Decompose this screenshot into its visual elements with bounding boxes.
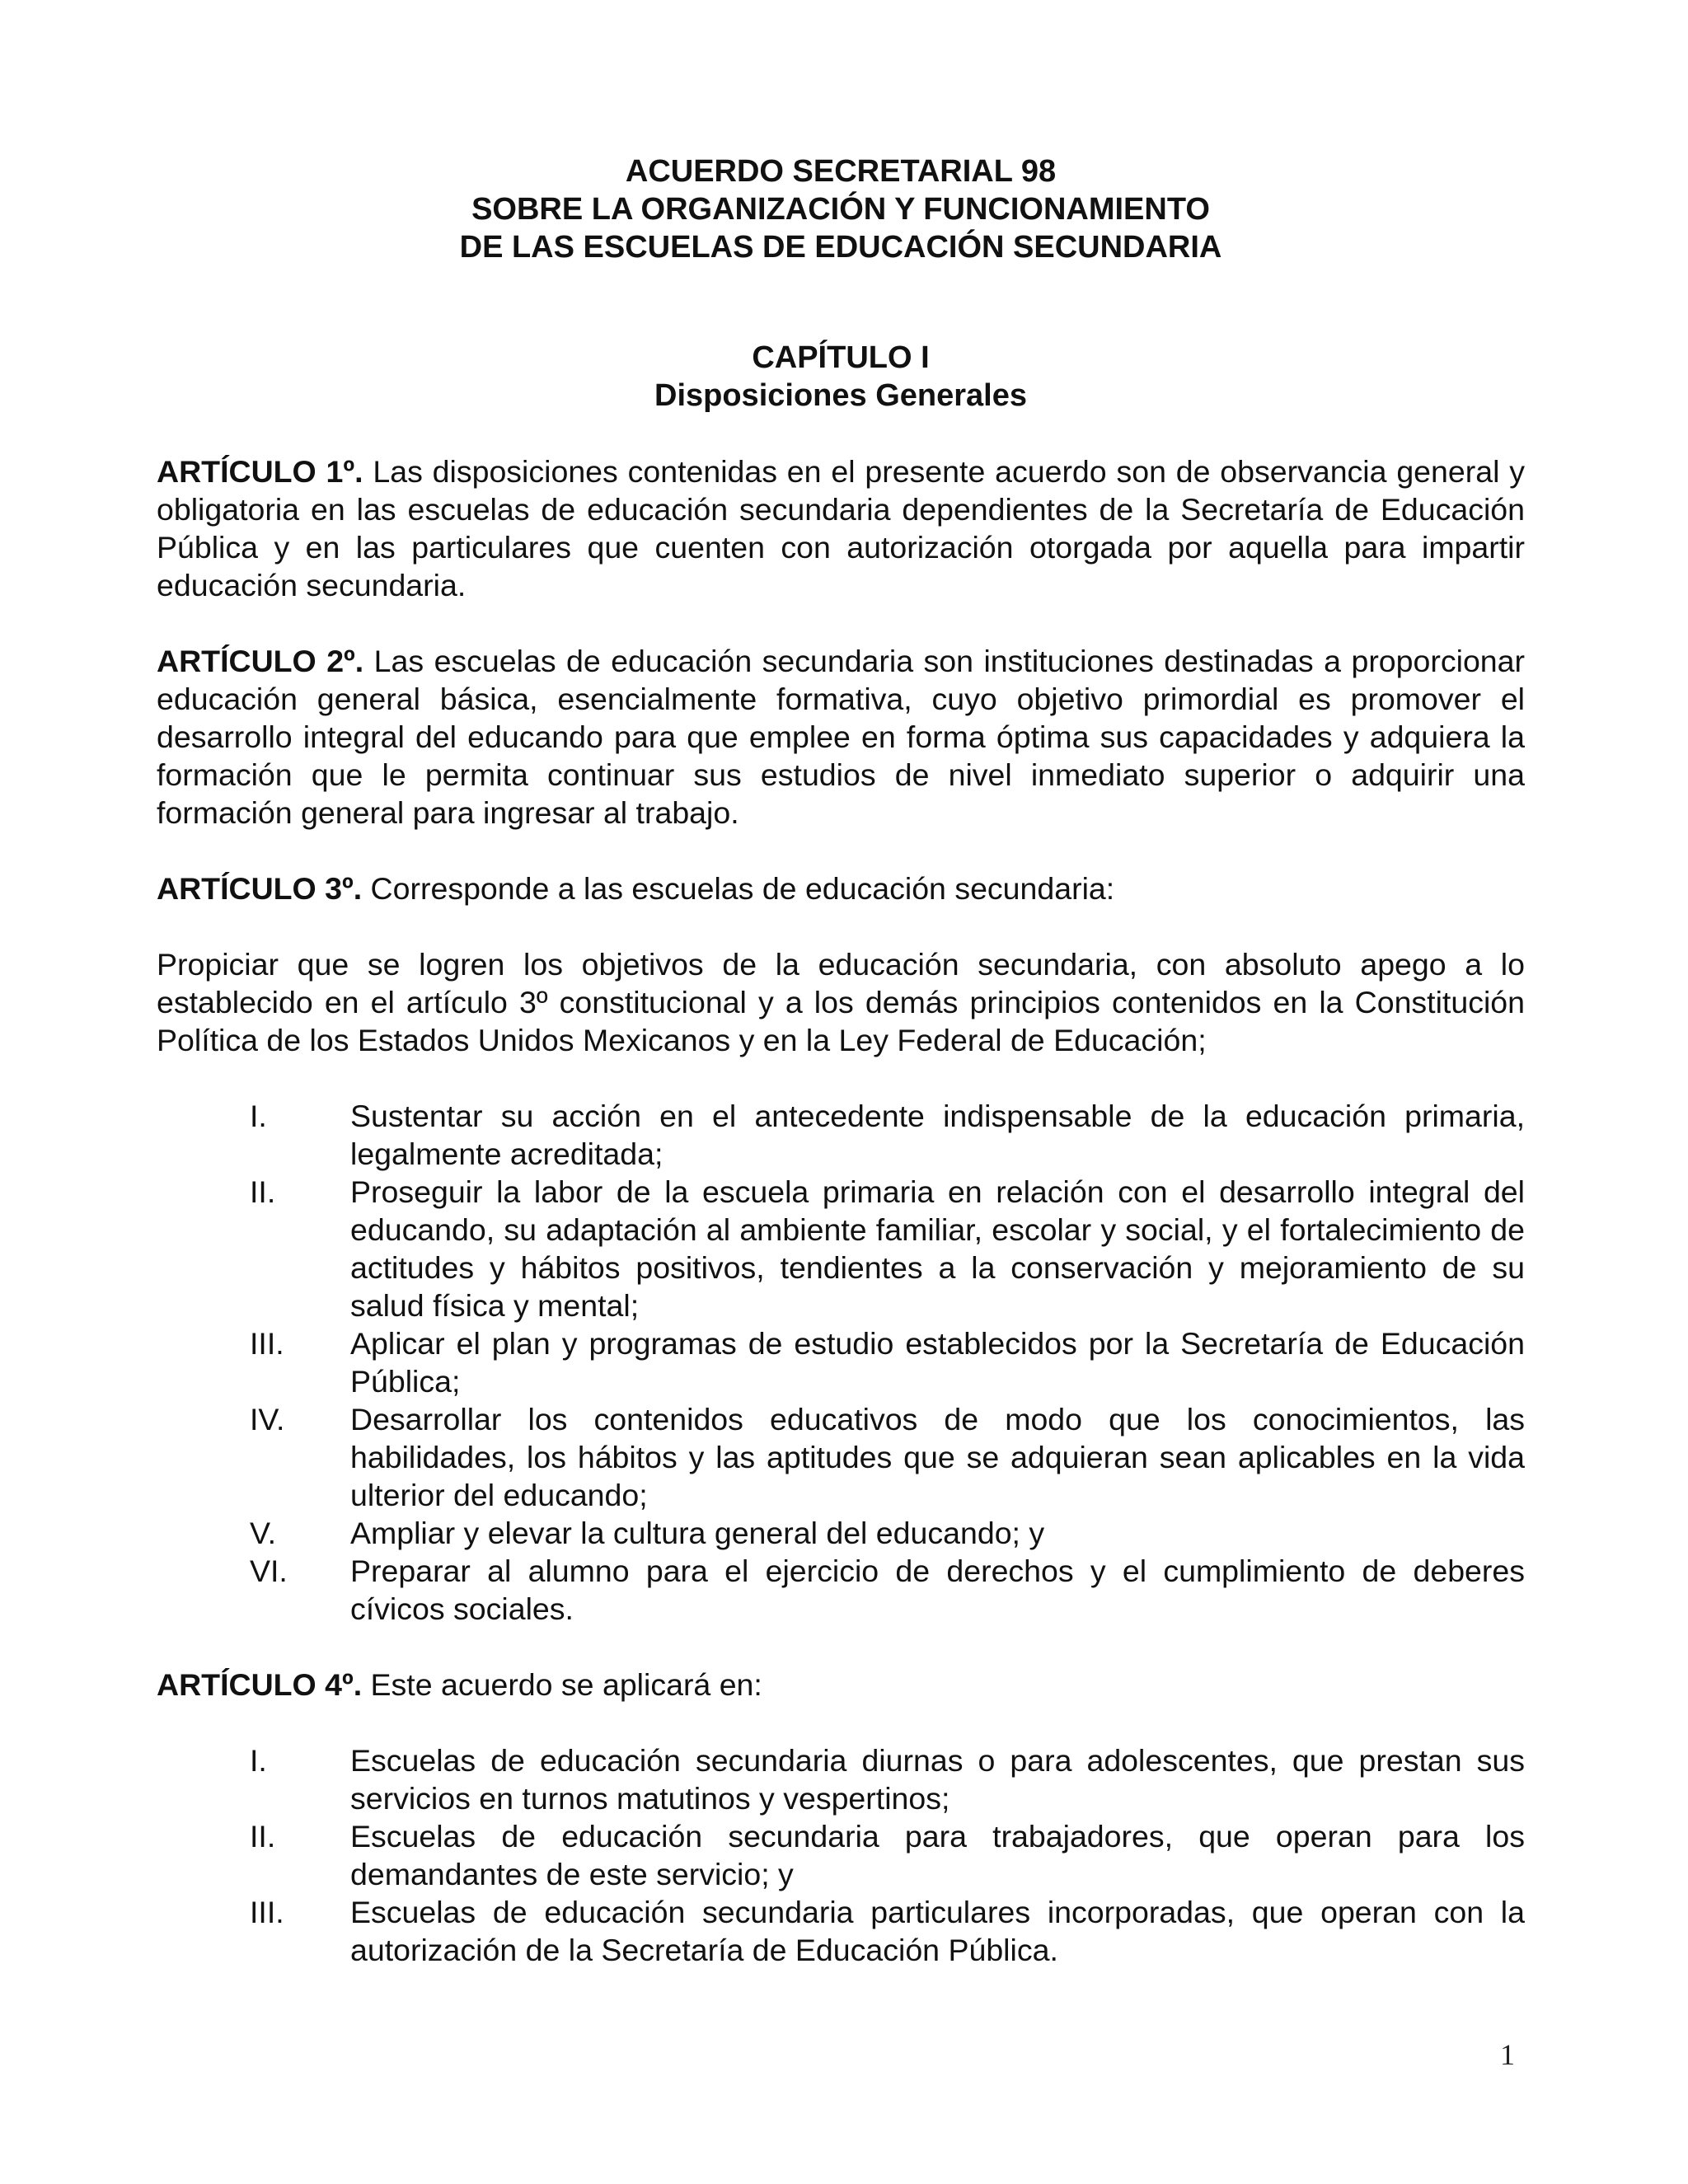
- list-item-text: Escuelas de educación secundaria particulares incorporadas, que operan con la autorización de la Secretaría de Educación Pública.: [350, 1895, 1525, 1967]
- article-3-label: ARTÍCULO 3º.: [157, 871, 363, 906]
- list-item-text: Sustentar su acción en el antecedente indispensable de la educación primaria, legalmente acreditada;: [350, 1099, 1525, 1171]
- list-item-text: Escuelas de educación secundaria diurnas o para adolescentes, que prestan sus servicios en turnos matutinos y vespertinos;: [350, 1743, 1525, 1816]
- chapter-name: Disposiciones Generales: [654, 378, 1027, 413]
- list-item-text: Desarrollar los contenidos educativos de modo que los conocimientos, las habilidades, los hábitos y las aptitudes que se adquieran sean aplicables en la vida ulterior del educando;: [350, 1402, 1525, 1512]
- document-title: [157, 152, 1525, 266]
- article-4-label: ARTÍCULO 4º.: [157, 1667, 363, 1702]
- document-page: [157, 152, 1525, 1969]
- article-1: [157, 452, 1525, 604]
- list-item-text: Escuelas de educación secundaria para trabajadores, que operan para los demandantes de este servicio; y: [350, 1819, 1525, 1891]
- title-line-1: ACUERDO SECRETARIAL 98: [625, 154, 1057, 189]
- list-item-number: III.: [250, 1895, 284, 1929]
- article-2: [157, 642, 1525, 832]
- list-item: [157, 1893, 1525, 1969]
- list-item-number: I.: [250, 1099, 267, 1133]
- list-item: [157, 1400, 1525, 1514]
- article-1-text: Las disposiciones contenidas en el presente acuerdo son de observancia general y obligatoria en las escuelas de educación secundaria dependientes de la Secretaría de Educación Pública y en las particulares que cuenten con autorización otorgada por aquella para impartir educación secundaria.: [157, 454, 1525, 602]
- article-4-text: Este acuerdo se aplicará en:: [370, 1667, 762, 1702]
- article-1-label: ARTÍCULO 1º.: [157, 454, 363, 489]
- list-item: [157, 1817, 1525, 1893]
- list-item-number: I.: [250, 1743, 267, 1778]
- article-3-list: [157, 1097, 1525, 1628]
- chapter-number: CAPÍTULO I: [752, 340, 930, 375]
- list-item-number: VI.: [250, 1554, 288, 1588]
- page-number: 1: [1500, 2038, 1515, 2071]
- list-item-number: III.: [250, 1326, 284, 1361]
- list-item: [157, 1097, 1525, 1173]
- article-3-intro: Propiciar que se logren los objetivos de la educación secundaria, con absoluto apego a lo establecido en el artículo 3º constitucional y a los demás principios contenidos en la Constitución Política de los Estados Unidos Mexicanos y en la Ley Federal de Educación;: [157, 947, 1525, 1057]
- list-item: [157, 1173, 1525, 1324]
- list-item: [157, 1324, 1525, 1400]
- list-item-number: II.: [250, 1819, 276, 1854]
- article-2-text: Las escuelas de educación secundaria son instituciones destinadas a proporcionar educación general básica, esencialmente formativa, cuyo objetivo primordial es promover el desarrollo integral del educando para que emplee en forma óptima sus capacidades y adquiera la formación que le permita continuar sus estudios de nivel inmediato superior o adquirir una formación general para ingresar al trabajo.: [157, 644, 1525, 830]
- article-2-label: ARTÍCULO 2º.: [157, 644, 364, 678]
- list-item-text: Preparar al alumno para el ejercicio de derechos y el cumplimiento de deberes cívicos sociales.: [350, 1554, 1525, 1626]
- list-item: [157, 1741, 1525, 1817]
- chapter-heading: [157, 339, 1525, 415]
- title-line-3: DE LAS ESCUELAS DE EDUCACIÓN SECUNDARIA: [459, 230, 1222, 265]
- list-item-text: Ampliar y elevar la cultura general del educando; y: [350, 1516, 1045, 1550]
- article-3: [157, 869, 1525, 907]
- article-4: [157, 1666, 1525, 1704]
- list-item-text: Proseguir la labor de la escuela primaria en relación con el desarrollo integral del educando, su adaptación al ambiente familiar, escolar y social, y el fortalecimiento de actitudes y hábitos positivos, tendientes a la conservación y mejoramiento de su salud física y mental;: [350, 1174, 1525, 1323]
- list-item-number: IV.: [250, 1402, 285, 1436]
- article-4-list: [157, 1741, 1525, 1969]
- list-item: [157, 1514, 1525, 1552]
- list-item-number: II.: [250, 1174, 276, 1209]
- title-line-2: SOBRE LA ORGANIZACIÓN Y FUNCIONAMIENTO: [471, 192, 1210, 227]
- list-item: [157, 1552, 1525, 1628]
- list-item-number: V.: [250, 1516, 276, 1550]
- list-item-text: Aplicar el plan y programas de estudio establecidos por la Secretaría de Educación Pública;: [350, 1326, 1525, 1399]
- article-3-text: Corresponde a las escuelas de educación secundaria:: [370, 871, 1115, 906]
